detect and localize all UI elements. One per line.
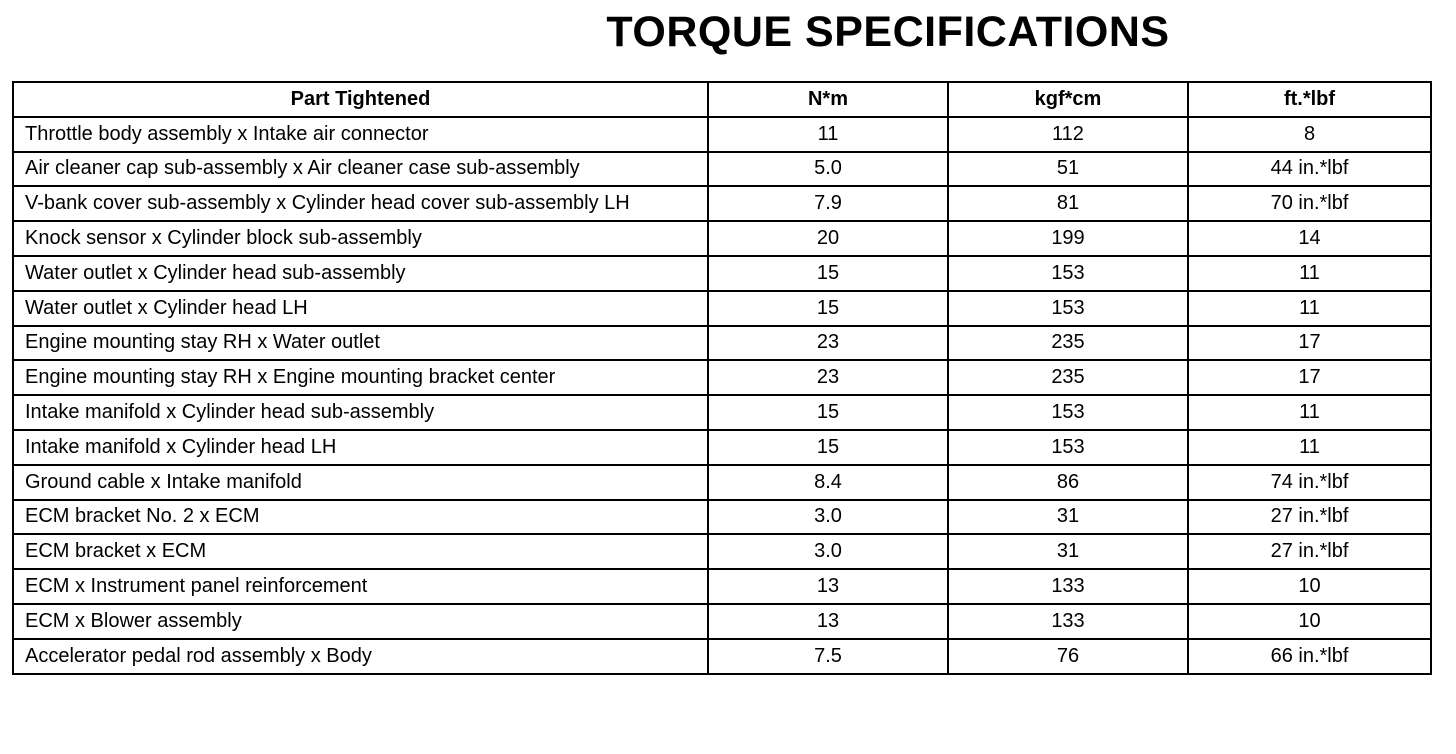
cell-kgfcm: 133 (948, 604, 1188, 639)
header-ftlbf: ft.*lbf (1188, 82, 1431, 117)
table-row (13, 465, 1431, 500)
cell-ftlbf: 74 in.*lbf (1188, 465, 1431, 500)
cell-part-tightened: ECM x Instrument panel reinforcement (13, 569, 708, 604)
cell-nm: 7.9 (708, 186, 948, 221)
cell-nm: 8.4 (708, 465, 948, 500)
table-row (13, 152, 1431, 187)
cell-kgfcm: 153 (948, 256, 1188, 291)
cell-ftlbf: 10 (1188, 604, 1431, 639)
cell-part-tightened: ECM bracket x ECM (13, 534, 708, 569)
cell-kgfcm: 153 (948, 291, 1188, 326)
table-row (13, 569, 1431, 604)
cell-part-tightened: Knock sensor x Cylinder block sub-assembly (13, 221, 708, 256)
cell-ftlbf: 17 (1188, 326, 1431, 361)
cell-nm: 13 (708, 569, 948, 604)
header-kgfcm: kgf*cm (948, 82, 1188, 117)
cell-kgfcm: 81 (948, 186, 1188, 221)
table-row (13, 221, 1431, 256)
cell-part-tightened: Ground cable x Intake manifold (13, 465, 708, 500)
cell-nm: 3.0 (708, 500, 948, 535)
table-row (13, 256, 1431, 291)
cell-ftlbf: 17 (1188, 360, 1431, 395)
cell-part-tightened: Intake manifold x Cylinder head LH (13, 430, 708, 465)
table-row (13, 117, 1431, 152)
cell-kgfcm: 235 (948, 326, 1188, 361)
cell-part-tightened: Water outlet x Cylinder head sub-assembly (13, 256, 708, 291)
cell-ftlbf: 70 in.*lbf (1188, 186, 1431, 221)
cell-ftlbf: 14 (1188, 221, 1431, 256)
cell-nm: 20 (708, 221, 948, 256)
cell-ftlbf: 27 in.*lbf (1188, 500, 1431, 535)
cell-ftlbf: 11 (1188, 291, 1431, 326)
table-header-row (13, 82, 1431, 117)
cell-nm: 3.0 (708, 534, 948, 569)
cell-kgfcm: 133 (948, 569, 1188, 604)
cell-ftlbf: 44 in.*lbf (1188, 152, 1431, 187)
cell-part-tightened: ECM bracket No. 2 x ECM (13, 500, 708, 535)
cell-part-tightened: Throttle body assembly x Intake air connector (13, 117, 708, 152)
cell-ftlbf: 8 (1188, 117, 1431, 152)
cell-ftlbf: 11 (1188, 256, 1431, 291)
cell-ftlbf: 11 (1188, 430, 1431, 465)
cell-kgfcm: 51 (948, 152, 1188, 187)
cell-part-tightened: Intake manifold x Cylinder head sub-assembly (13, 395, 708, 430)
header-part-tightened: Part Tightened (13, 82, 708, 117)
cell-nm: 7.5 (708, 639, 948, 674)
page-title: TORQUE SPECIFICATIONS (606, 8, 1170, 56)
cell-part-tightened: V-bank cover sub-assembly x Cylinder head cover sub-assembly LH (13, 186, 708, 221)
torque-spec-table (12, 81, 1432, 675)
table-row (13, 326, 1431, 361)
cell-ftlbf: 27 in.*lbf (1188, 534, 1431, 569)
cell-kgfcm: 86 (948, 465, 1188, 500)
cell-nm: 15 (708, 291, 948, 326)
cell-nm: 23 (708, 326, 948, 361)
cell-part-tightened: ECM x Blower assembly (13, 604, 708, 639)
header-nm: N*m (708, 82, 948, 117)
cell-kgfcm: 31 (948, 534, 1188, 569)
cell-part-tightened: Accelerator pedal rod assembly x Body (13, 639, 708, 674)
cell-kgfcm: 199 (948, 221, 1188, 256)
cell-kgfcm: 31 (948, 500, 1188, 535)
cell-ftlbf: 10 (1188, 569, 1431, 604)
table-row (13, 430, 1431, 465)
table-row (13, 360, 1431, 395)
cell-nm: 13 (708, 604, 948, 639)
cell-nm: 11 (708, 117, 948, 152)
cell-ftlbf: 66 in.*lbf (1188, 639, 1431, 674)
cell-nm: 5.0 (708, 152, 948, 187)
cell-nm: 15 (708, 395, 948, 430)
table-row (13, 604, 1431, 639)
cell-part-tightened: Engine mounting stay RH x Engine mounting bracket center (13, 360, 708, 395)
cell-kgfcm: 76 (948, 639, 1188, 674)
cell-part-tightened: Engine mounting stay RH x Water outlet (13, 326, 708, 361)
cell-kgfcm: 235 (948, 360, 1188, 395)
cell-nm: 15 (708, 430, 948, 465)
cell-kgfcm: 153 (948, 395, 1188, 430)
table-row (13, 395, 1431, 430)
cell-part-tightened: Air cleaner cap sub-assembly x Air cleaner case sub-assembly (13, 152, 708, 187)
table-row (13, 291, 1431, 326)
table-row (13, 534, 1431, 569)
cell-part-tightened: Water outlet x Cylinder head LH (13, 291, 708, 326)
cell-kgfcm: 112 (948, 117, 1188, 152)
table-row (13, 186, 1431, 221)
cell-ftlbf: 11 (1188, 395, 1431, 430)
cell-nm: 23 (708, 360, 948, 395)
cell-nm: 15 (708, 256, 948, 291)
table-row (13, 500, 1431, 535)
table-row (13, 639, 1431, 674)
cell-kgfcm: 153 (948, 430, 1188, 465)
